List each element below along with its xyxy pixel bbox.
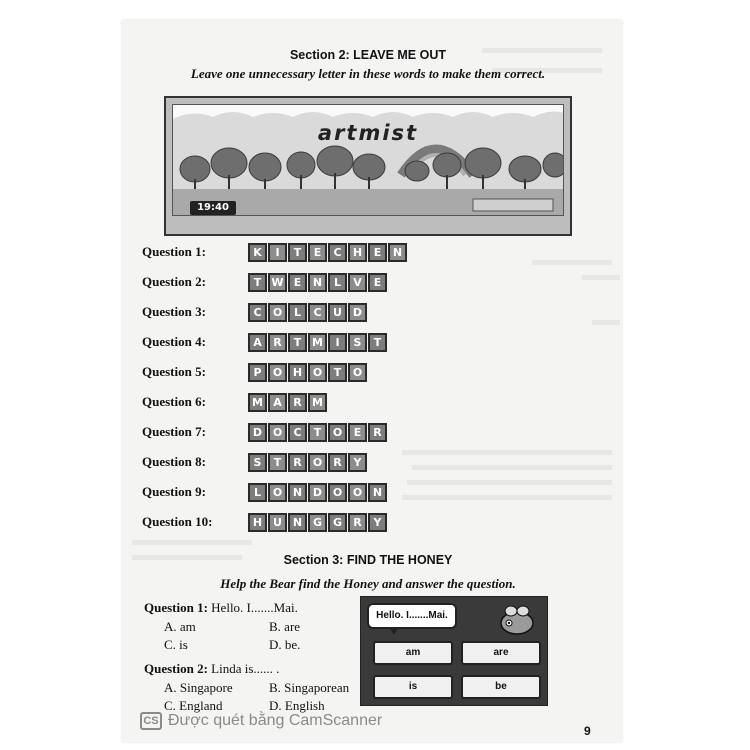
letter-tile[interactable]: N [368,483,387,502]
letter-tile[interactable]: U [268,513,287,532]
letter-tile[interactable]: E [308,243,327,262]
s3-q1-option-d[interactable]: D. be. [269,637,301,652]
speech-bubble: Hello. I.......Mai. [367,603,457,629]
letter-tile[interactable]: N [388,243,407,262]
question-label: Question 7: [142,424,206,439]
letter-tile[interactable]: Y [368,513,387,532]
letter-tile[interactable]: G [308,513,327,532]
letter-tile[interactable]: P [248,363,267,382]
letter-tile[interactable]: C [308,303,327,322]
s3-question1 [144,600,298,616]
letter-tile[interactable]: N [308,273,327,292]
letter-tile[interactable]: O [308,363,327,382]
section2-instruction: Leave one unnecessary letter in these words to make them correct. [190,66,546,81]
letter-tile[interactable]: T [328,363,347,382]
question-label: Question 10: [142,514,213,529]
page-number: 9 [584,724,591,738]
s3-q2-option-d[interactable]: D. English [269,698,325,713]
letter-tile[interactable]: O [268,483,287,502]
letter-tile[interactable]: R [268,333,287,352]
question-label: Question 4: [142,334,206,349]
letter-tile[interactable]: O [328,483,347,502]
letter-tile[interactable]: O [328,423,347,442]
letter-tile[interactable]: C [288,423,307,442]
letter-tile[interactable]: R [288,393,307,412]
letter-tile[interactable]: R [288,453,307,472]
camscanner-icon: CS [140,712,162,730]
banner-scene [172,104,564,216]
letter-tile[interactable]: M [248,393,267,412]
letter-tile[interactable]: A [268,393,287,412]
letter-tile-row [248,423,387,442]
section3-title: Section 3: FIND THE HONEY [283,553,453,567]
letter-tile[interactable]: O [268,363,287,382]
letter-tile[interactable]: M [308,333,327,352]
section3-instruction: Help the Bear find the Honey and answer the question. [220,576,516,591]
answer-plank-be[interactable]: be [461,675,541,699]
letter-tile[interactable]: O [348,363,367,382]
letter-tile[interactable]: W [268,273,287,292]
find-the-honey-image [360,596,548,706]
answer-plank-are[interactable]: are [461,641,541,665]
letter-tile[interactable]: L [288,303,307,322]
letter-tile[interactable]: Y [348,453,367,472]
s3-q1-option-a[interactable]: A. am [164,619,196,634]
letter-tile-row [248,363,367,382]
question-label: Question 1: [142,244,206,259]
answer-plank-am[interactable]: am [373,641,453,665]
letter-tile[interactable]: T [268,453,287,472]
letter-tile[interactable]: E [368,273,387,292]
letter-tile-row [248,453,367,472]
letter-tile-row [248,333,387,352]
question-label: Question 2: [142,274,206,289]
bee-icon [493,603,537,637]
letter-tile[interactable]: R [348,513,367,532]
s3-q1-option-b[interactable]: B. are [269,619,301,634]
letter-tile[interactable]: E [288,273,307,292]
letter-tile-row [248,273,387,292]
question-label: Question 9: [142,484,206,499]
letter-tile[interactable]: T [308,423,327,442]
s3-question2 [144,661,279,677]
letter-tile-row [248,513,387,532]
letter-tile[interactable]: U [328,303,347,322]
letter-tile[interactable]: L [328,273,347,292]
letter-tile-row [248,303,367,322]
letter-tile[interactable]: D [348,303,367,322]
letter-tile[interactable]: C [248,303,267,322]
question-label: Question 6: [142,394,206,409]
letter-tile[interactable]: G [328,513,347,532]
s3-q2-text: Linda is...... . [211,661,280,676]
letter-tile[interactable]: T [368,333,387,352]
letter-tile[interactable]: O [268,423,287,442]
letter-tile[interactable]: T [248,273,267,292]
letter-tile-row [248,483,387,502]
letter-tile[interactable]: H [288,363,307,382]
letter-tile[interactable]: T [288,333,307,352]
letter-tile[interactable]: L [248,483,267,502]
timer-display: 19:40 [190,201,236,215]
question-label: Question 3: [142,304,206,319]
letter-tile[interactable]: I [328,333,347,352]
game-banner-image [164,96,572,236]
letter-tile[interactable]: I [268,243,287,262]
s3-q1-label: Question 1: [144,600,208,615]
letter-tile[interactable]: E [348,423,367,442]
letter-tile[interactable]: H [248,513,267,532]
letter-tile[interactable]: M [308,393,327,412]
letter-tile[interactable]: A [248,333,267,352]
letter-tile[interactable]: E [368,243,387,262]
letter-tile[interactable]: N [288,513,307,532]
s3-q1-option-c[interactable]: C. is [164,637,188,652]
letter-tile[interactable]: S [348,333,367,352]
letter-tile[interactable]: H [348,243,367,262]
question-label: Question 8: [142,454,206,469]
letter-tile[interactable]: D [248,423,267,442]
letter-tile[interactable]: S [248,453,267,472]
letter-tile-row [248,393,327,412]
letter-tile[interactable]: K [248,243,267,262]
letter-tile[interactable]: C [328,243,347,262]
letter-tile[interactable]: N [288,483,307,502]
question-label: Question 5: [142,364,206,379]
letter-tile[interactable]: O [308,453,327,472]
s3-q2-option-c[interactable]: C. England [164,698,223,713]
s3-q2-option-b[interactable]: B. Singaporean [269,680,350,695]
answer-plank-is[interactable]: is [373,675,453,699]
letter-tile[interactable]: D [308,483,327,502]
letter-tile-row [248,243,407,262]
letter-tile[interactable]: V [348,273,367,292]
letter-tile[interactable]: T [288,243,307,262]
s3-q2-label: Question 2: [144,661,208,676]
camscanner-watermark [140,710,382,732]
s3-q2-option-a[interactable]: A. Singapore [164,680,233,695]
banner-word: artmist [317,121,419,145]
letter-tile[interactable]: R [328,453,347,472]
watermark-text: Được quét bằng CamScanner [168,712,383,729]
letter-tile[interactable]: O [268,303,287,322]
letter-tile[interactable]: O [348,483,367,502]
s3-q1-text: Hello. I.......Mai. [211,600,298,615]
letter-tile[interactable]: R [368,423,387,442]
section2-title: Section 2: LEAVE ME OUT [289,48,447,62]
